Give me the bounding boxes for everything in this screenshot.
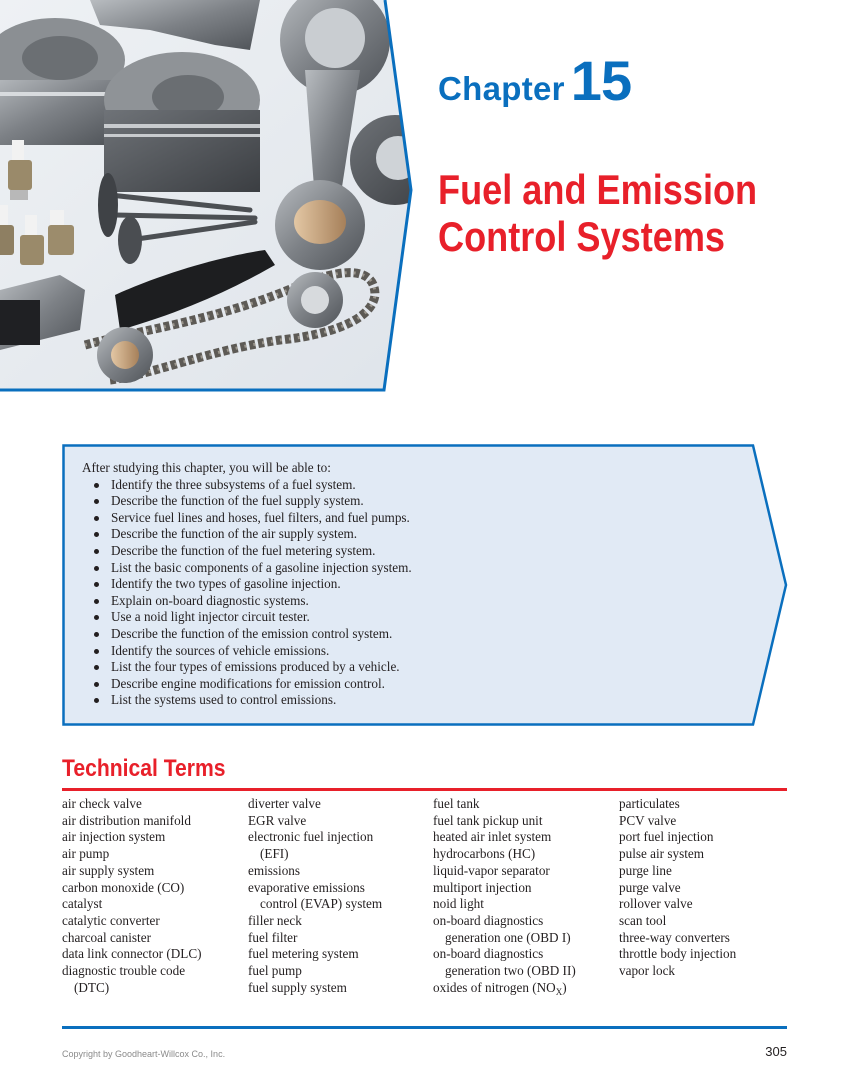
chapter-title-line: Control Systems [438, 213, 726, 260]
term-item: air distribution manifold [62, 812, 191, 828]
term-item: charcoal canister [62, 929, 151, 945]
technical-terms-divider [62, 788, 787, 791]
term-item: fuel tank [433, 796, 480, 811]
term-item: data link connector (DLC) [62, 946, 202, 962]
term-item: purge valve [619, 879, 681, 895]
term-item: catalyst [62, 896, 103, 912]
term-item: noid light [433, 896, 484, 912]
term-item: particulates [619, 796, 680, 811]
term-item: fuel pump [248, 963, 302, 979]
term-item: carbon monoxide (CO) [62, 879, 185, 895]
technical-terms-heading: Technical Terms [62, 755, 226, 782]
term-item: evaporative emissions control (EVAP) system [248, 879, 383, 912]
chapter-title [438, 166, 782, 260]
objectives-intro: After studying this chapter, you will be able to: [82, 460, 331, 475]
bullet-icon [94, 499, 99, 504]
term-item: filler neck [248, 912, 302, 928]
objective-item: Describe the function of the fuel metering system. [82, 543, 742, 560]
objective-item: Describe engine modifications for emission control. [82, 676, 742, 693]
term-item: fuel metering system [248, 946, 359, 962]
term-item: heated air inlet system [433, 829, 552, 845]
terms-column-2 [248, 796, 382, 996]
learning-objectives-box [62, 444, 788, 726]
term-item: throttle body injection [619, 946, 737, 962]
term-item: port fuel injection [619, 829, 714, 845]
bullet-icon [94, 615, 99, 620]
bullet-icon [94, 532, 99, 537]
objectives-list [82, 477, 742, 709]
bullet-icon [94, 698, 99, 703]
footer-divider [62, 1026, 787, 1029]
bullet-icon [94, 665, 99, 670]
term-item: fuel supply system [248, 979, 347, 995]
bullet-icon [94, 549, 99, 554]
term-item: liquid-vapor separator [433, 862, 550, 878]
term-item: hydrocarbons (HC) [433, 846, 536, 862]
term-item: scan tool [619, 912, 667, 928]
chapter-number: 15 [570, 49, 632, 112]
term-item: PCV valve [619, 812, 677, 828]
term-item: vapor lock [619, 963, 676, 979]
term-item: oxides of nitrogen $(NO_X)$ [433, 979, 567, 997]
chapter-hero-image [0, 0, 420, 395]
bullet-icon [94, 599, 99, 604]
objective-item: Describe the function of the air supply system. [82, 526, 742, 543]
objective-item: Describe the function of the fuel supply system. [82, 493, 742, 510]
terms-column-4 [619, 796, 736, 980]
term-item: EGR valve [248, 812, 307, 828]
chapter-title-line: Fuel and Emission [438, 166, 758, 213]
term-item: on-board diagnostics generation two (OBD II) [433, 946, 576, 979]
term-item: pulse air system [619, 846, 704, 862]
term-item: diverter valve [248, 796, 321, 811]
chapter-word: Chapter [438, 70, 565, 107]
term-item: air injection system [62, 829, 166, 845]
objective-item: Identify the two types of gasoline injection. [82, 576, 742, 593]
term-item: emissions [248, 862, 301, 878]
term-item: purge line [619, 862, 672, 878]
term-item: air pump [62, 846, 110, 862]
term-item: diagnostic trouble code (DTC) [62, 963, 186, 995]
objective-item: Explain on-board diagnostic systems. [82, 593, 742, 610]
term-item: electronic fuel injection (EFI) [248, 829, 374, 862]
bullet-icon [94, 566, 99, 571]
bullet-icon [94, 682, 99, 687]
objective-item: List the systems used to control emissions. [82, 692, 742, 709]
terms-column-1 [62, 796, 202, 996]
objective-item: List the four types of emissions produced by a vehicle. [82, 659, 742, 676]
term-item: air check valve [62, 796, 142, 811]
objective-item: Identify the three subsystems of a fuel system. [82, 477, 742, 494]
term-item: fuel tank pickup unit [433, 812, 543, 828]
term-item: rollover valve [619, 896, 693, 912]
bullet-icon [94, 483, 99, 488]
term-item: air supply system [62, 862, 155, 878]
term-item: on-board diagnostics generation one (OBD I) [433, 912, 571, 945]
copyright-notice: Copyright by Goodheart-Willcox Co., Inc. [62, 1049, 226, 1059]
term-item: catalytic converter [62, 912, 160, 928]
term-item: three-way converters [619, 929, 730, 945]
objective-item: Identify the sources of vehicle emissions. [82, 643, 742, 660]
objective-item: Use a noid light injector circuit tester. [82, 609, 742, 626]
chapter-label [438, 48, 631, 113]
bullet-icon [94, 632, 99, 637]
term-item: fuel filter [248, 929, 298, 945]
bullet-icon [94, 516, 99, 521]
terms-column-3 [433, 796, 576, 1000]
bullet-icon [94, 649, 99, 654]
bullet-icon [94, 582, 99, 587]
term-item: multiport injection [433, 879, 532, 895]
objective-item: List the basic components of a gasoline injection system. [82, 560, 742, 577]
objective-item: Service fuel lines and hoses, fuel filters, and fuel pumps. [82, 510, 742, 527]
objective-item: Describe the function of the emission control system. [82, 626, 742, 643]
page-number: 305 [765, 1044, 787, 1059]
